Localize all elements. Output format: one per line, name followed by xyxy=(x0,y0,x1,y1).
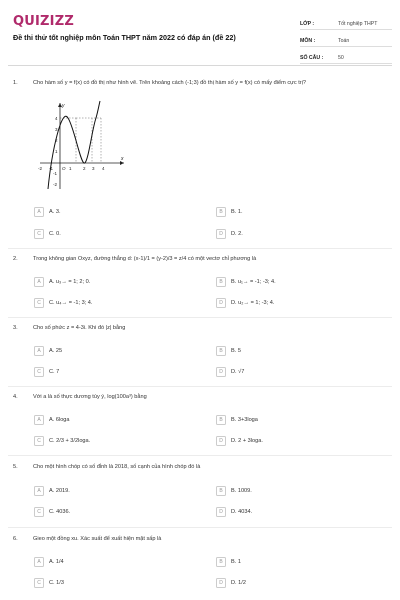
x-tick-label: 3 xyxy=(92,166,95,171)
option-badge: D xyxy=(216,298,226,308)
option-badge: D xyxy=(216,436,226,446)
question-number: 6. xyxy=(13,536,18,542)
option-badge: C xyxy=(34,229,44,239)
option-text: B. 1 xyxy=(231,559,241,565)
option-text: D. 2 + 3loga. xyxy=(231,438,263,444)
option-badge: C xyxy=(34,436,44,446)
option-badge: D xyxy=(216,507,226,517)
question-text: Cho một hình chóp có số đỉnh là 2018, số cạnh của hình chóp đó là xyxy=(33,464,201,470)
option-a[interactable] xyxy=(34,277,90,287)
option-text: D. 4034. xyxy=(231,509,253,515)
option-text: D. 2. xyxy=(231,231,243,237)
x-tick-label: 2 xyxy=(83,166,86,171)
question-divider xyxy=(8,386,392,387)
meta-value: Toán xyxy=(338,38,350,44)
option-text: B. u₁→ = -1; -3; 4. xyxy=(231,279,276,285)
option-badge: D xyxy=(216,578,226,588)
option-badge: B xyxy=(216,346,226,356)
x-axis-label: x xyxy=(121,156,124,162)
option-badge: A xyxy=(34,557,44,567)
option-badge: A xyxy=(34,415,44,425)
x-tick-label: 1 xyxy=(69,166,72,171)
question-number: 4. xyxy=(13,394,18,400)
question-number: 1. xyxy=(13,80,18,86)
option-badge: C xyxy=(34,507,44,517)
question-text: Cho hàm số y = f(x) có đồ thị như hình vẽ. Trên khoảng cách (-1;3) đồ thị hàm số y = f(x) có mấy điểm cực trị? xyxy=(33,80,306,86)
meta-label: SỐ CÂU : xyxy=(300,55,324,61)
option-badge: B xyxy=(216,415,226,425)
question-text: Gieo một đồng xu. Xác suất để xuất hiện mặt sấp là xyxy=(33,536,162,542)
option-badge: B xyxy=(216,207,226,217)
option-b[interactable] xyxy=(216,277,276,287)
option-badge: C xyxy=(34,298,44,308)
option-badge: C xyxy=(34,367,44,377)
option-text: C. u₄→ = -1; 3; 4. xyxy=(49,300,93,306)
question-divider xyxy=(8,455,392,456)
y-tick-label: 1 xyxy=(55,149,58,154)
option-text: D. 1/2 xyxy=(231,580,246,586)
option-a[interactable] xyxy=(34,486,70,496)
meta-row-count xyxy=(300,47,392,64)
option-d[interactable] xyxy=(216,578,246,588)
option-badge: D xyxy=(216,367,226,377)
option-text: B. 1. xyxy=(231,209,243,215)
y-axis-label: y xyxy=(62,103,65,109)
quizizz-logo: QUIZIZZ xyxy=(13,14,74,29)
option-badge: B xyxy=(216,486,226,496)
option-text: A. 25 xyxy=(49,348,63,354)
question-text: Với a là số thực dương tùy ý, log(100a³) bằng xyxy=(33,394,147,400)
option-text: D. u₂→ = 1; -3; 4. xyxy=(231,300,275,306)
option-text: B. 1009. xyxy=(231,488,252,494)
option-badge: B xyxy=(216,557,226,567)
option-b[interactable] xyxy=(216,346,241,356)
origin-label: O xyxy=(62,166,66,171)
option-text: B. 3+3loga xyxy=(231,417,258,423)
option-d[interactable] xyxy=(216,367,244,377)
option-text: A. 6loga xyxy=(49,417,70,423)
question-text: Cho số phức z = 4-3i. Khi đó |z| bằng xyxy=(33,325,126,331)
option-text: C. 2/3 + 3/2loga. xyxy=(49,438,91,444)
question-text: Trong không gian Oxyz, đường thẳng d: (x-1)/1 = (y-2)/3 = z/4 có một vectơ chỉ phương là xyxy=(33,256,257,262)
option-b[interactable] xyxy=(216,557,241,567)
question-number: 3. xyxy=(13,325,18,331)
option-badge: A xyxy=(34,486,44,496)
option-text: C. 4036. xyxy=(49,509,71,515)
y-tick-label: -1 xyxy=(53,171,58,176)
x-tick-label: -1 xyxy=(49,166,54,171)
meta-value: 50 xyxy=(338,55,344,61)
option-d[interactable] xyxy=(216,298,274,308)
option-d[interactable] xyxy=(216,507,252,517)
y-tick-label: -2 xyxy=(53,182,58,187)
question-divider xyxy=(8,317,392,318)
option-b[interactable] xyxy=(216,415,258,425)
option-a[interactable] xyxy=(34,415,70,425)
meta-row-class xyxy=(300,13,392,30)
option-a[interactable] xyxy=(34,207,61,217)
option-c[interactable] xyxy=(34,436,90,446)
option-badge: C xyxy=(34,578,44,588)
option-c[interactable] xyxy=(34,367,59,377)
option-c[interactable] xyxy=(34,578,64,588)
meta-label: LỚP : xyxy=(300,21,315,27)
option-c[interactable] xyxy=(34,298,92,308)
question-number: 5. xyxy=(13,464,18,470)
option-badge: A xyxy=(34,277,44,287)
meta-label: MÔN : xyxy=(300,38,316,44)
option-c[interactable] xyxy=(34,507,70,517)
option-badge: B xyxy=(216,277,226,287)
option-text: A. 1/4 xyxy=(49,559,64,565)
meta-value: Tốt nghiệp THPT xyxy=(338,21,378,27)
option-text: C. 0. xyxy=(49,231,61,237)
option-text: A. u₃→ = 1; 2; 0. xyxy=(49,279,91,285)
option-text: C. 1/3 xyxy=(49,580,64,586)
question-divider xyxy=(8,527,392,528)
option-d[interactable] xyxy=(216,229,243,239)
option-badge: D xyxy=(216,229,226,239)
option-d[interactable] xyxy=(216,436,263,446)
option-text: A. 2019. xyxy=(49,488,70,494)
header-divider xyxy=(8,65,392,66)
y-tick-label: 4 xyxy=(55,116,58,121)
option-text: C. 7 xyxy=(49,369,60,375)
question-number: 2. xyxy=(13,256,18,262)
y-tick-label: 3 xyxy=(55,127,58,132)
option-c[interactable] xyxy=(34,229,61,239)
option-text: D. √7 xyxy=(231,369,245,375)
option-b[interactable] xyxy=(216,207,243,217)
x-tick-label: -2 xyxy=(38,166,43,171)
meta-row-subject xyxy=(300,30,392,47)
option-text: B. 5 xyxy=(231,348,241,354)
option-a[interactable] xyxy=(34,557,64,567)
y-tick-label: 2 xyxy=(55,138,58,143)
option-text: A. 3. xyxy=(49,209,61,215)
function-graph xyxy=(36,99,128,191)
x-tick-label: 4 xyxy=(102,166,105,171)
option-badge: A xyxy=(34,346,44,356)
question-divider xyxy=(8,248,392,249)
option-badge: A xyxy=(34,207,44,217)
page-title: Đề thi thử tốt nghiệp môn Toán THPT năm 2022 có đáp án (đề 22) xyxy=(13,33,236,42)
meta-table xyxy=(300,13,392,64)
option-a[interactable] xyxy=(34,346,62,356)
option-b[interactable] xyxy=(216,486,252,496)
